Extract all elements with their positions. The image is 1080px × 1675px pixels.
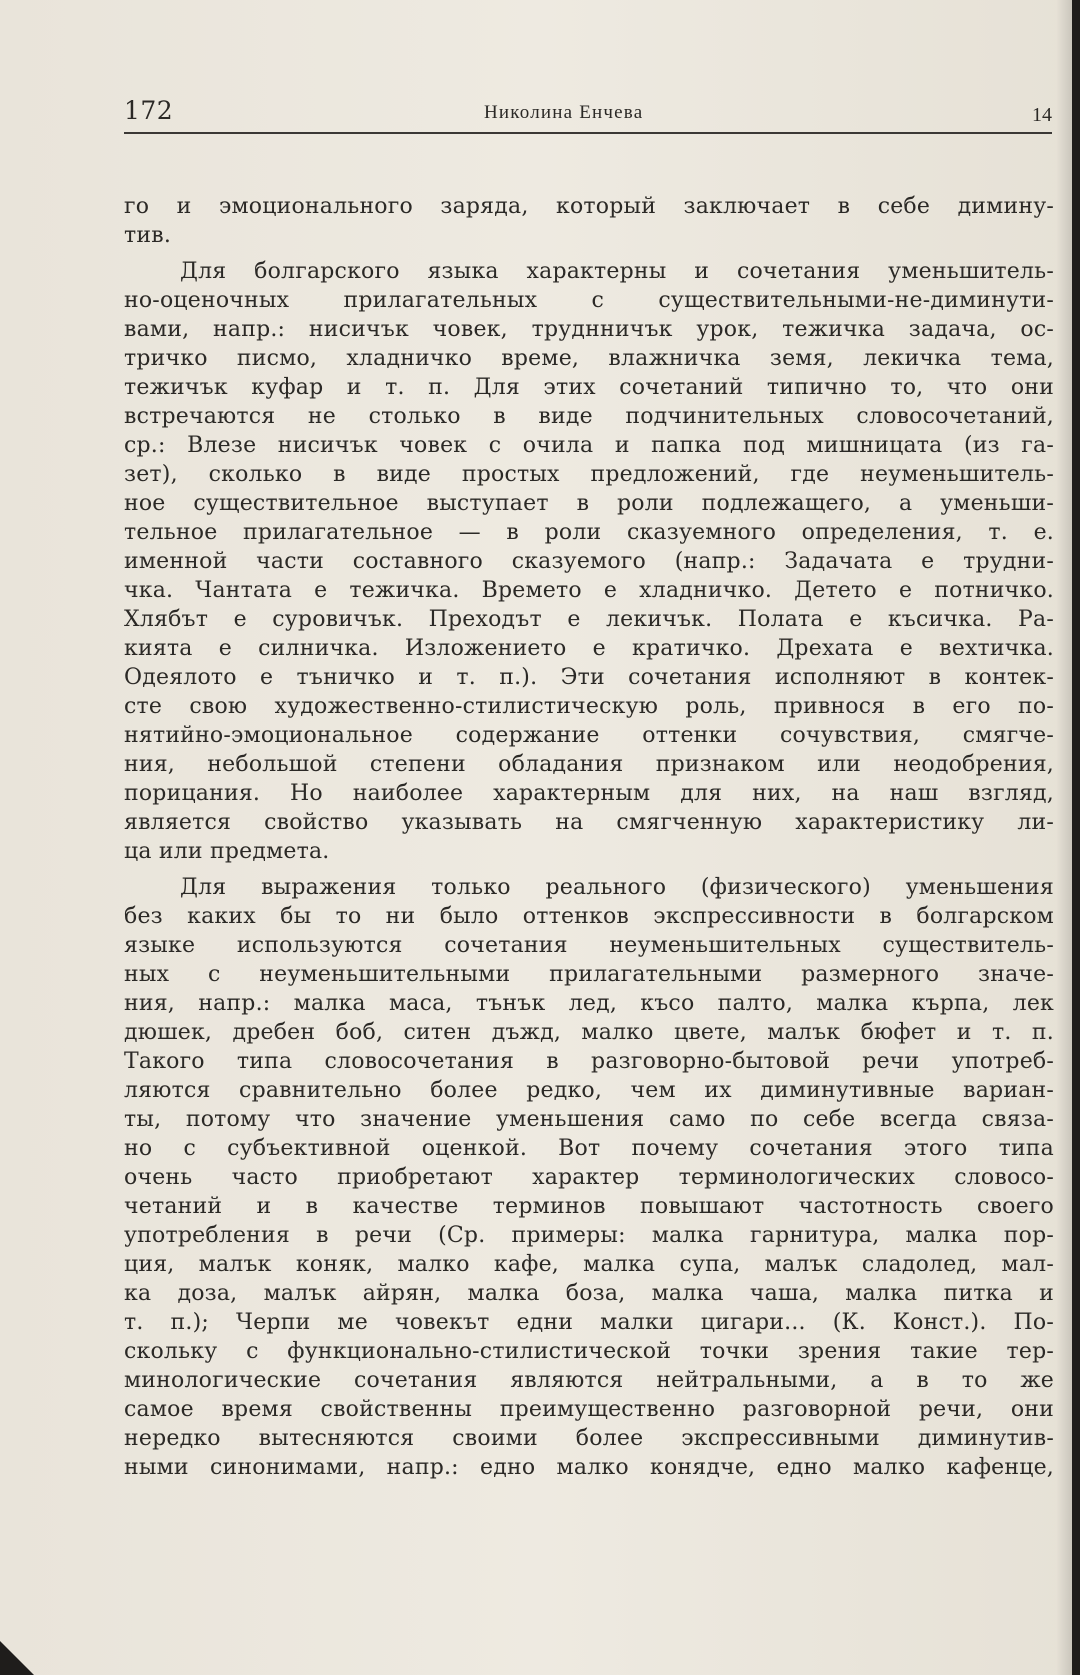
paragraph-first-line: Для выражения только реального (физического) уменьшения	[180, 875, 1054, 900]
text-line: тельное прилагательное — в роли сказуемного определения, т. е.	[124, 520, 1054, 545]
text-line: очень часто приобретают характер терминологических словосо-	[124, 1165, 1054, 1190]
text-line: порицания. Но наиболее характерным для них, на наш взгляд,	[124, 781, 1054, 806]
text-line: употребления в речи (Ср. примеры: малка гарнитура, малка пор-	[124, 1223, 1054, 1248]
text-line: ных с неуменьшительными прилагательными размерного значе-	[124, 962, 1054, 987]
page-number: 172	[124, 96, 174, 125]
text-line: тричко писмо, хладничко време, влажничка земя, лекичка тема,	[124, 346, 1054, 371]
text-line: ными синонимами, напр.: едно малко конядче, едно малко кафенце,	[124, 1455, 1054, 1480]
text-line: скольку с функционально-стилистической точки зрения такие тер-	[124, 1339, 1054, 1364]
text-line: именной части составного сказуемого (напр.: Задачата е трудни-	[124, 549, 1054, 574]
text-line: вами, напр.: нисичък човек, труднничък урок, тежичка задача, ос-	[124, 317, 1054, 342]
paragraph-first-line: Для болгарского языка характерны и сочетания уменьшитель-	[180, 259, 1054, 284]
text-line: ное существительное выступает в роли подлежащего, а уменьши-	[124, 491, 1054, 516]
text-line: ция, малък коняк, малко кафе, малка супа, малък сладолед, мал-	[124, 1252, 1054, 1277]
text-line: но с субъективной оценкой. Вот почему сочетания этого типа	[124, 1136, 1054, 1161]
text-line: т. п.); Черпи ме човекът едни малки цигари... (К. Конст.). По-	[124, 1310, 1054, 1335]
text-line: зет), сколько в виде простых предложений, где неуменьшитель-	[124, 462, 1054, 487]
text-line: встречаются не столько в виде подчинительных словосочетаний,	[124, 404, 1054, 429]
text-line: чка. Чантата е тежичка. Времето е хладничко. Детето е потничко.	[124, 578, 1054, 603]
scan-edge	[1072, 0, 1080, 1675]
paragraph-gap	[124, 250, 1054, 257]
text-line: тежичък куфар и т. п. Для этих сочетаний типично то, что они	[124, 375, 1054, 400]
text-line: го и эмоционального заряда, который заключает в себе димину-	[124, 194, 1054, 219]
text-line: тив.	[124, 223, 172, 248]
text-line: ка доза, малък айрян, малка боза, малка чаша, малка питка и	[124, 1281, 1054, 1306]
text-line: ца или предмета.	[124, 839, 330, 864]
text-line: ния, небольшой степени обладания признаком или неодобрения,	[124, 752, 1054, 777]
text-line: Хлябът е суровичък. Преходът е лекичък. Полата е късичка. Ра-	[124, 607, 1054, 632]
text-line: дюшек, дребен боб, ситен дъжд, малко цвете, малък бюфет и т. п.	[124, 1020, 1054, 1045]
running-head-author: Николина Енчева	[484, 102, 644, 123]
text-line: ляются сравнительно более редко, чем их диминутивные вариан-	[124, 1078, 1054, 1103]
text-line: минологические сочетания являются нейтральными, а в то же	[124, 1368, 1054, 1393]
header-rule	[124, 132, 1052, 134]
text-line: ср.: Влезе нисичък човек с очила и папка под мишницата (из га-	[124, 433, 1054, 458]
text-line: Одеялото е тъничко и т. п.). Эти сочетания исполняют в контек-	[124, 665, 1054, 690]
text-line: нередко вытесняются своими более экспрессивными диминутив-	[124, 1426, 1054, 1451]
text-line: кията е силничка. Изложението е кратичко. Дрехата е вехтичка.	[124, 636, 1054, 661]
body-text	[124, 192, 1054, 1482]
text-line: является свойство указывать на смягченную характеристику ли-	[124, 810, 1054, 835]
text-line: без каких бы то ни было оттенков экспрессивности в болгарском	[124, 904, 1054, 929]
text-line: Такого типа словосочетания в разговорно-бытовой речи употреб-	[124, 1049, 1054, 1074]
text-line: ты, потому что значение уменьшения само по себе всегда связа-	[124, 1107, 1054, 1132]
text-line: но-оценочных прилагательных с существительными-не-диминути-	[124, 288, 1054, 313]
text-line: языке используются сочетания неуменьшительных существитель-	[124, 933, 1054, 958]
text-line: четаний и в качестве терминов повышают частотность своего	[124, 1194, 1054, 1219]
page-fold-shadow	[1056, 0, 1072, 1675]
text-line: самое время свойственны преимущественно разговорной речи, они	[124, 1397, 1054, 1422]
paragraph-gap	[124, 866, 1054, 873]
text-line: нятийно-эмоциональное содержание оттенки сочувствия, смягче-	[124, 723, 1054, 748]
corner-mark	[0, 1641, 34, 1675]
text-line: сте свою художественно-стилистическую роль, привнося в его по-	[124, 694, 1054, 719]
running-head	[124, 92, 1054, 136]
edge-number: 14	[1032, 104, 1052, 126]
text-line: ния, напр.: малка маса, тънък лед, късо палто, малка кърпа, лек	[124, 991, 1054, 1016]
